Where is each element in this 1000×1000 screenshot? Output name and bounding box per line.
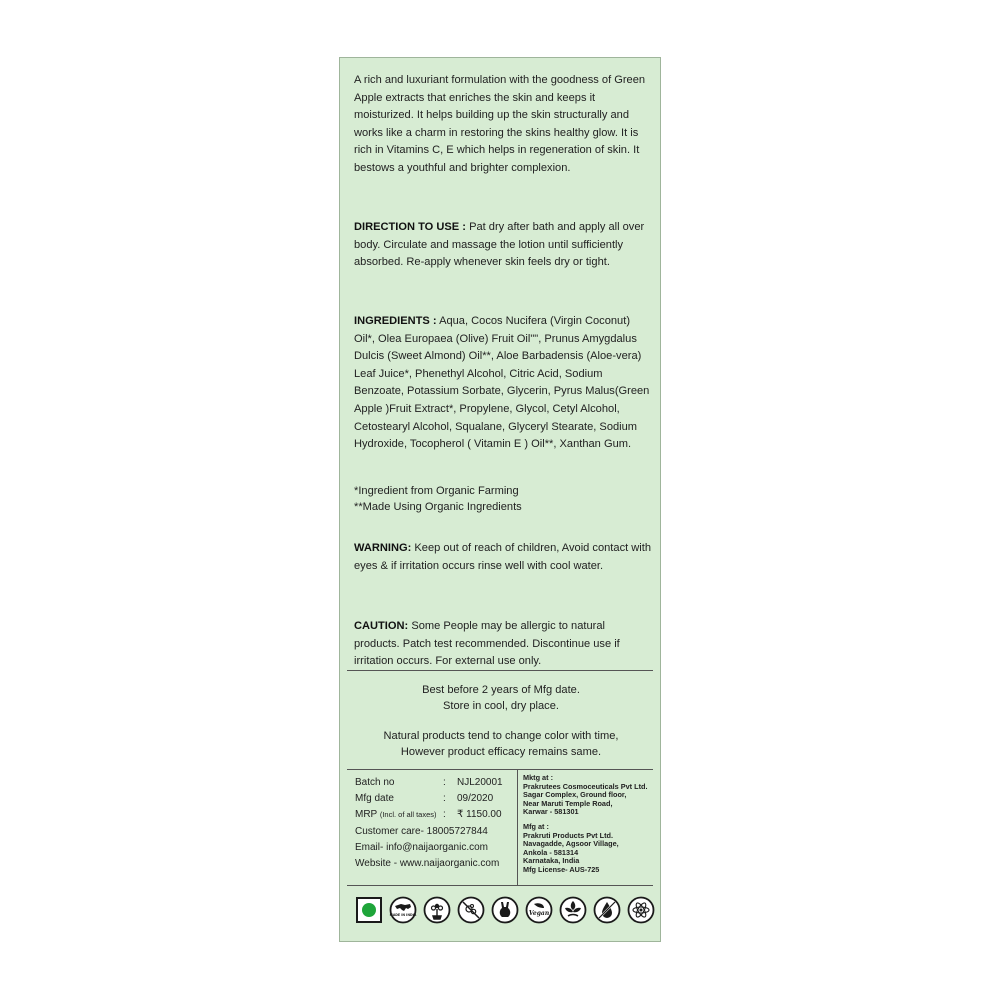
made-in-india-icon <box>389 896 417 924</box>
product-label-panel <box>339 57 661 942</box>
info-column-divider <box>517 770 518 885</box>
ingredients-heading: INGREDIENTS : <box>354 315 437 327</box>
natural-leaves-icon <box>559 896 587 924</box>
direction-heading: DIRECTION TO USE : <box>354 221 466 233</box>
mrp-row: MRP (Incl. of all taxes) : ₹ 1150.00 <box>355 809 502 820</box>
manufacturing-address: Mfg at : Prakruti Products Pvt Ltd. Navagadde, Agsoor Village, Ankola - 581314 Karnataka, India Mfg License- AUS-725 <box>523 822 619 874</box>
batch-value: NJL20001 <box>457 777 503 788</box>
divider-top <box>347 670 653 671</box>
ingredients <box>354 313 652 454</box>
mfg-date-row: Mfg date : 09/2020 <box>355 793 494 804</box>
caution-text: Some People may be allergic to natural products. Patch test recommended. Discontinue use if irritation occurs. For external use only. <box>354 620 620 668</box>
marketing-address: Mktg at : Prakrutees Cosmoceuticals Pvt Ltd. Sagar Complex, Ground floor, Near Maruti Temple Road, Karwar - 581301 <box>523 773 648 817</box>
no-sls-icon <box>457 896 485 924</box>
certification-icons-row <box>347 893 653 931</box>
website: Website - www.naijaorganic.com <box>355 858 500 869</box>
organic-note-2: **Made Using Organic Ingredients <box>354 501 522 513</box>
batch-label: Batch no <box>355 777 395 788</box>
chemical-free-icon <box>627 896 655 924</box>
caution-heading: CAUTION: <box>354 620 409 632</box>
warning-text: Keep out of reach of children, Avoid contact with eyes & if irritation occurs rinse well with cool water. <box>354 542 652 572</box>
direction-to-use <box>354 219 652 272</box>
mrp-label: MRP (Incl. of all taxes) <box>355 809 437 820</box>
customer-care: Customer care- 18005727844 <box>355 826 488 837</box>
herbal-flower-icon <box>423 896 451 924</box>
batch-info-box <box>347 770 653 885</box>
direction-text: Pat dry after bath and apply all over body. Circulate and massage the lotion until sufficiently absorbed. Re-apply whenever skin feels dry or tight. <box>354 221 645 269</box>
cruelty-free-icon <box>491 896 519 924</box>
veg-symbol-icon <box>355 896 383 924</box>
caution <box>354 618 652 671</box>
mfg-date-value: 09/2020 <box>457 793 494 804</box>
email-contact: Email- info@naijaorganic.com <box>355 842 488 853</box>
svg-text:Vegan: Vegan <box>528 910 550 917</box>
no-parabens-icon <box>593 896 621 924</box>
warning <box>354 540 652 575</box>
best-before: Best before 2 years of Mfg date. <box>422 684 580 696</box>
batch-row: Batch no : NJL20001 <box>355 777 503 788</box>
product-description: A rich and luxuriant formulation with the goodness of Green Apple extracts that enriches the skin and keeps it moisturized. It helps building up the skin structurally and works like a charm in restoring the skins healthy glow. It is rich in Vitamins C, E which helps in regeneration of skin. It bestows a youthful and brighter complexion. <box>354 74 646 174</box>
warning-heading: WARNING: <box>354 542 412 554</box>
mrp-value: ₹ 1150.00 <box>457 809 502 820</box>
vegan-icon <box>525 896 553 924</box>
mfg-date-label: Mfg date <box>355 793 394 804</box>
natural-note-2: However product efficacy remains same. <box>400 746 602 758</box>
organic-note-1: *Ingredient from Organic Farming <box>354 485 519 497</box>
natural-note-1: Natural products tend to change color with time, <box>383 730 619 742</box>
store-instruction: Store in cool, dry place. <box>443 700 559 712</box>
ingredients-text: Aqua, Cocos Nucifera (Virgin Coconut) Oil*, Olea Europaea (Olive) Fruit Oil"", Prunus Amygdalus Dulcis (Sweet Almond) Oil**, Aloe Barbadensis (Aloe-vera) Leaf Juice*, Phenethyl Alcohol, Citric Acid, Sodium Benzoate, Potassium Sorbate, Glycerin, Pyrus Malus(Green Apple )Fruit Extract*, Propylene, Glycol, Cetyl Alcohol, Cetostearyl Alcohol, Squalane, Glyceryl Stearate, Sodium Hydroxide, Tocopherol ( Vitamin E ) Oil**, Xanthan Gum. <box>354 315 650 451</box>
divider-bottom <box>347 885 653 886</box>
svg-text:MADE IN INDIA: MADE IN INDIA <box>389 913 417 917</box>
